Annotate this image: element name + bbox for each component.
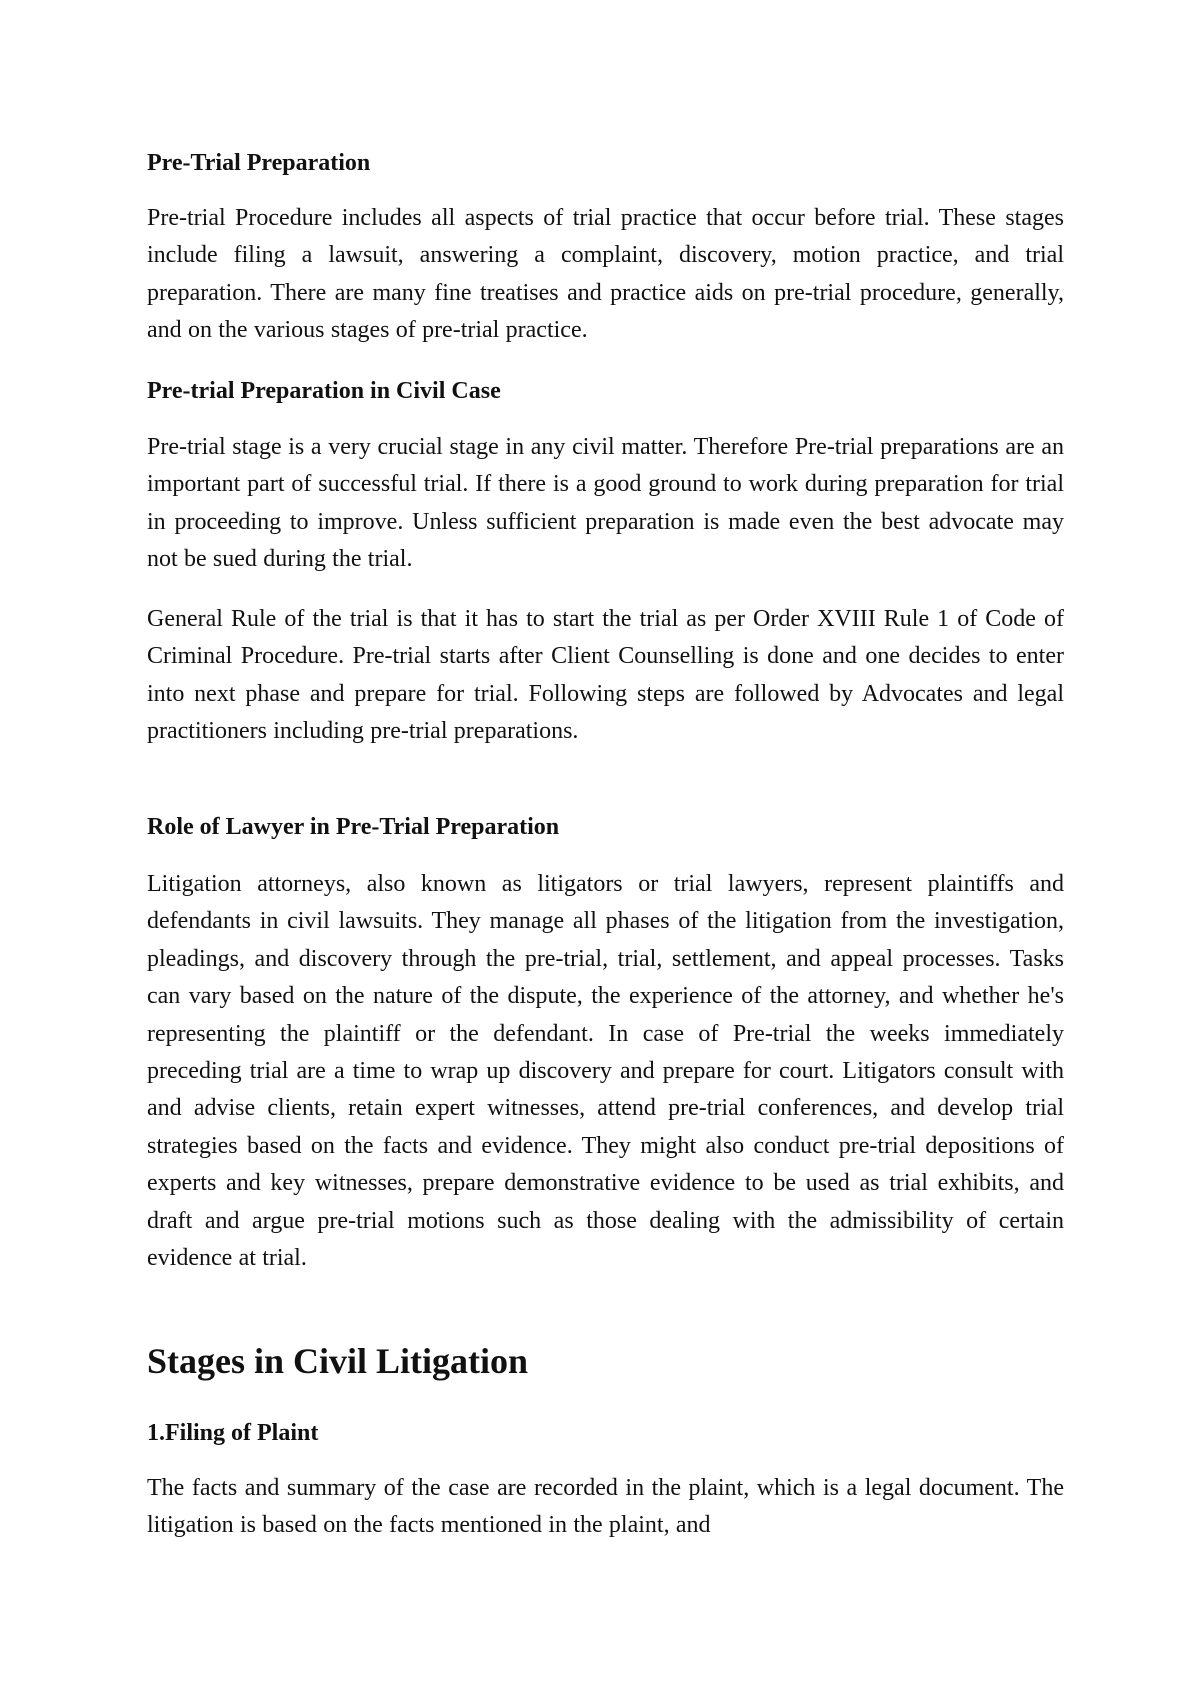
paragraph-general-rule: General Rule of the trial is that it has to start the trial as per Order XVIII Rule 1 of Code of Criminal Procedure. Pre-trial starts after Client Counselling is done and one decides to enter into next phase and prepare for trial. Following steps are followed by Advocates and legal practitioners including pre-trial preparations. — [147, 606, 1064, 745]
heading-pre-trial-civil-case: Pre-trial Preparation in Civil Case — [147, 378, 501, 404]
paragraph-facts-and-summary: The facts and summary of the case are recorded in the plaint, which is a legal document. The litigation is based on the facts mentioned in the plaint, and — [147, 1475, 1064, 1539]
paragraph-litigation-attorneys: Litigation attorneys, also known as litigators or trial lawyers, represent plaintiffs and defendants in civil lawsuits. They manage all phases of the litigation from the investigation, pleadings, and discovery through the pre-trial, trial, settlement, and appeal processes. Tasks can vary based on the nature of the dispute, the experience of the attorney, and whether he's representing the plaintiff or the defendant. In case of Pre-trial the weeks immediately preceding trial are a time to wrap up discovery and prepare for court. Litigators consult with and advise clients, retain expert witnesses, attend pre-trial conferences, and develop trial strategies based on the facts and evidence. They might also conduct pre-trial depositions of experts and key witnesses, prepare demonstrative evidence to be used as trial exhibits, and draft and argue pre-trial motions such as those dealing with the admissibility of certain evidence at trial. — [147, 871, 1064, 1272]
paragraph-pre-trial-procedure: Pre-trial Procedure includes all aspects of trial practice that occur before trial. These stages include filing a lawsuit, answering a complaint, discovery, motion practice, and trial preparation. There are many fine treatises and practice aids on pre-trial procedure, generally, and on the various stages of pre-trial practice. — [147, 205, 1064, 344]
heading-filing-of-plaint: 1.Filing of Plaint — [147, 1420, 319, 1446]
paragraph-pre-trial-stage: Pre-trial stage is a very crucial stage in any civil matter. Therefore Pre-trial preparations are an important part of successful trial. If there is a good ground to work during preparation for trial in proceeding to improve. Unless sufficient preparation is made even the best advocate may not be sued during the trial. — [147, 434, 1064, 573]
heading-pre-trial-preparation: Pre-Trial Preparation — [147, 150, 371, 176]
heading-role-of-lawyer: Role of Lawyer in Pre-Trial Preparation — [147, 814, 560, 840]
section-title-stages-civil-litigation: Stages in Civil Litigation — [147, 1341, 529, 1381]
